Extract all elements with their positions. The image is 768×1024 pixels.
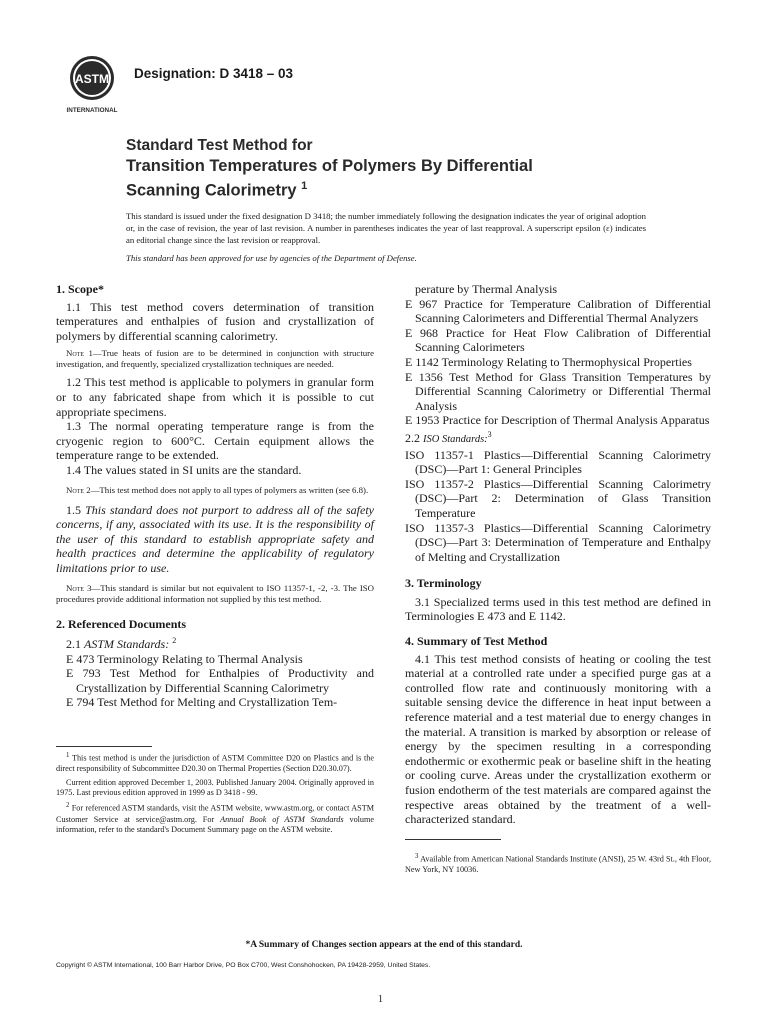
para-1-5-text: This standard does not purport to address all of the safety concerns, if any, associated with its use. It is the responsibility of the user of this standard to establish appropriate safety and health practices and determine the applicability of regulatory limitations prior to use. bbox=[56, 502, 374, 575]
footnote-3-mark: 3 bbox=[415, 852, 419, 860]
note-3-label: Note bbox=[66, 582, 85, 593]
footnote-1-edition: Current edition approved December 1, 2003. Published January 2004. Originally approved in 1975. Last previous edition approved in 1999 as D 3418 - 99. bbox=[56, 777, 374, 798]
para-2-2-sup: 3 bbox=[487, 429, 492, 439]
footnote-2-text-italic: Annual Book of ASTM Standards bbox=[220, 814, 344, 824]
ref-e473: E 473 Terminology Relating to Thermal Analysis bbox=[66, 651, 303, 666]
logo-international-text: INTERNATIONAL bbox=[66, 107, 118, 114]
para-1-2: 1.2 This test method is applicable to polymers in granular form or to any fabricated shape from which it is possible to cut appropriate specimens. bbox=[56, 375, 374, 419]
para-3-1: 3.1 Specialized terms used in this test method are defined in Terminologies E 473 and E 1142. bbox=[405, 594, 711, 624]
right-column bbox=[405, 282, 711, 875]
logo-astm-text: ASTM bbox=[75, 72, 109, 86]
iso-11357-3: ISO 11357-3 Plastics—Differential Scanning Calorimetry (DSC)—Part 3: Determination of Temperature and Enthalpy of Melting and Crystallization bbox=[405, 520, 711, 564]
para-1-5 bbox=[56, 503, 374, 576]
ref-e967: E 967 Practice for Temperature Calibration of Differential Scanning Calorimeters and Differential Thermal Analyzers bbox=[405, 296, 711, 326]
terminology-heading: 3. Terminology bbox=[405, 576, 482, 591]
para-2-2-num: 2.2 bbox=[405, 430, 420, 445]
ref-e793: E 793 Test Method for Enthalpies of Productivity and Crystallization by Differential Scanning Calorimetry bbox=[66, 666, 374, 695]
note-2 bbox=[56, 485, 374, 496]
footnote-2 bbox=[56, 801, 374, 835]
footnote-1-mark: 1 bbox=[66, 752, 70, 760]
ref-e794-continued: perature by Thermal Analysis bbox=[415, 282, 558, 296]
para-2-2-text: ISO Standards: bbox=[423, 433, 488, 445]
summary-of-changes-note: *A Summary of Changes section appears at the end of this standard. bbox=[245, 940, 523, 950]
note-3-text: 3—This standard is similar but not equivalent to ISO 11357-1, -2, -3. The ISO procedures provide additional information not supplied by this test method. bbox=[56, 582, 374, 604]
para-2-1-sup: 2 bbox=[172, 636, 177, 646]
note-3 bbox=[56, 583, 374, 605]
title-line-3 bbox=[126, 176, 686, 201]
footnote-rule-right bbox=[405, 839, 501, 840]
para-2-1 bbox=[56, 634, 374, 652]
issue-statement: This standard is issued under the fixed designation D 3418; the number immediately following the designation indicates the year of original adoption or, in the case of revision, the year of last revision. A number in parentheses indicates the year of last reapproval. A superscript epsilon (ε) indicates an editorial change since the last revision or reapproval. bbox=[126, 211, 646, 246]
footnote-3-text: Available from American National Standards Institute (ANSI), 25 W. 43rd St., 4th Floor, New York, NY 10036. bbox=[405, 854, 711, 874]
para-1-3: 1.3 The normal operating temperature range is from the cryogenic region to 600°C. Certain equipment allows the temperature range to be extended. bbox=[56, 419, 374, 463]
para-2-1-num: 2.1 bbox=[66, 637, 81, 652]
iso-11357-2: ISO 11357-2 Plastics—Differential Scanning Calorimetry (DSC)—Part 2: Determination of Glass Transition Temperature bbox=[405, 476, 711, 520]
summary-heading: 4. Summary of Test Method bbox=[405, 634, 548, 649]
title-footnote-mark: 1 bbox=[301, 180, 308, 192]
ref-e1953: E 1953 Practice for Description of Thermal Analysis Apparatus bbox=[405, 413, 710, 428]
title-line-1: Standard Test Method for bbox=[126, 137, 313, 154]
footnote-rule-left bbox=[56, 746, 152, 747]
ref-e968: E 968 Practice for Heat Flow Calibration of Differential Scanning Calorimeters bbox=[405, 325, 711, 355]
copyright-line: Copyright © ASTM International, 100 Barr Harbor Drive, PO Box C700, West Conshohocken, PA 19428-2959, United States. bbox=[56, 962, 431, 969]
refdocs-heading: 2. Referenced Documents bbox=[56, 616, 187, 631]
note-2-text: 2—This test method does not apply to all types of polymers as written (see 6.8). bbox=[86, 484, 369, 495]
note-1-text: 1—True heats of fusion are to be determined in conjunction with structure investigation, and frequently, specialized crystallization techniques are needed. bbox=[56, 348, 374, 370]
para-1-5-num: 1.5 bbox=[66, 502, 81, 517]
title-line-3-text: Scanning Calorimetry bbox=[126, 181, 297, 200]
astm-logo-icon bbox=[60, 52, 124, 116]
astm-logo bbox=[60, 52, 124, 116]
ref-e1356: E 1356 Test Method for Glass Transition Temperatures by Differential Scanning Calorimetry or Differential Thermal Analysis bbox=[405, 369, 711, 413]
para-4-1: 4.1 This test method consists of heating or cooling the test material at a controlled rate under a specified purge gas at a controlled flow rate and continuously monitoring with a suitable sensing device the difference in heat input between a reference material and a test material due to energy changes in the material. A transition is marked by absorption or release of energy by the specimen resulting in a corresponding endothermic or exothermic peak or baseline shift in the heating or cooling curve. Areas under the crystallization exotherm or fusion endotherm of the test materials are compared against the respective areas obtained by the treatment of a well-characterized standard. bbox=[405, 651, 711, 827]
page-number: 1 bbox=[378, 994, 383, 1005]
footnote-1-text: This test method is under the jurisdiction of ASTM Committee D20 on Plastics and is the direct responsibility of Subcommittee D20.30 on Thermal Properties (Section D20.30.07). bbox=[56, 753, 374, 774]
iso-11357-1: ISO 11357-1 Plastics—Differential Scanning Calorimetry (DSC)—Part 1: General Principles bbox=[405, 447, 711, 477]
designation: Designation: D 3418 – 03 bbox=[134, 66, 294, 81]
footnote-1 bbox=[56, 751, 374, 775]
footnote-2-mark: 2 bbox=[66, 802, 70, 810]
left-column bbox=[56, 282, 374, 835]
para-1-1: 1.1 This test method covers determination of transition temperatures and enthalpies of fusion and crystallization of polymers by differential scanning calorimetry. bbox=[56, 299, 374, 343]
ref-e794: E 794 Test Method for Melting and Crystallization Tem- bbox=[66, 695, 338, 710]
footnote-2-text-a: For referenced ASTM standards, visit the ASTM website, www.astm.org, or contact ASTM Customer Service at service@astm.org. For bbox=[56, 804, 375, 824]
note-1 bbox=[56, 348, 374, 370]
para-2-1-text: ASTM Standards: bbox=[84, 637, 170, 652]
approved-statement: This standard has been approved for use by agencies of the Department of Defense. bbox=[126, 253, 417, 263]
para-2-2 bbox=[405, 428, 711, 448]
title-line-2: Transition Temperatures of Polymers By Differential bbox=[126, 157, 533, 175]
footnote-3 bbox=[405, 852, 711, 876]
ref-e1142: E 1142 Terminology Relating to Thermophysical Properties bbox=[405, 354, 692, 369]
footnote-2-text-b: volume information, refer to the standard's Document Summary page on the ASTM website. bbox=[56, 814, 375, 834]
scope-heading: 1. Scope* bbox=[56, 282, 104, 296]
para-1-4: 1.4 The values stated in SI units are the standard. bbox=[66, 462, 302, 477]
note-2-label: Note bbox=[66, 484, 85, 495]
note-1-label: Note bbox=[66, 348, 85, 359]
document-title bbox=[126, 136, 686, 201]
